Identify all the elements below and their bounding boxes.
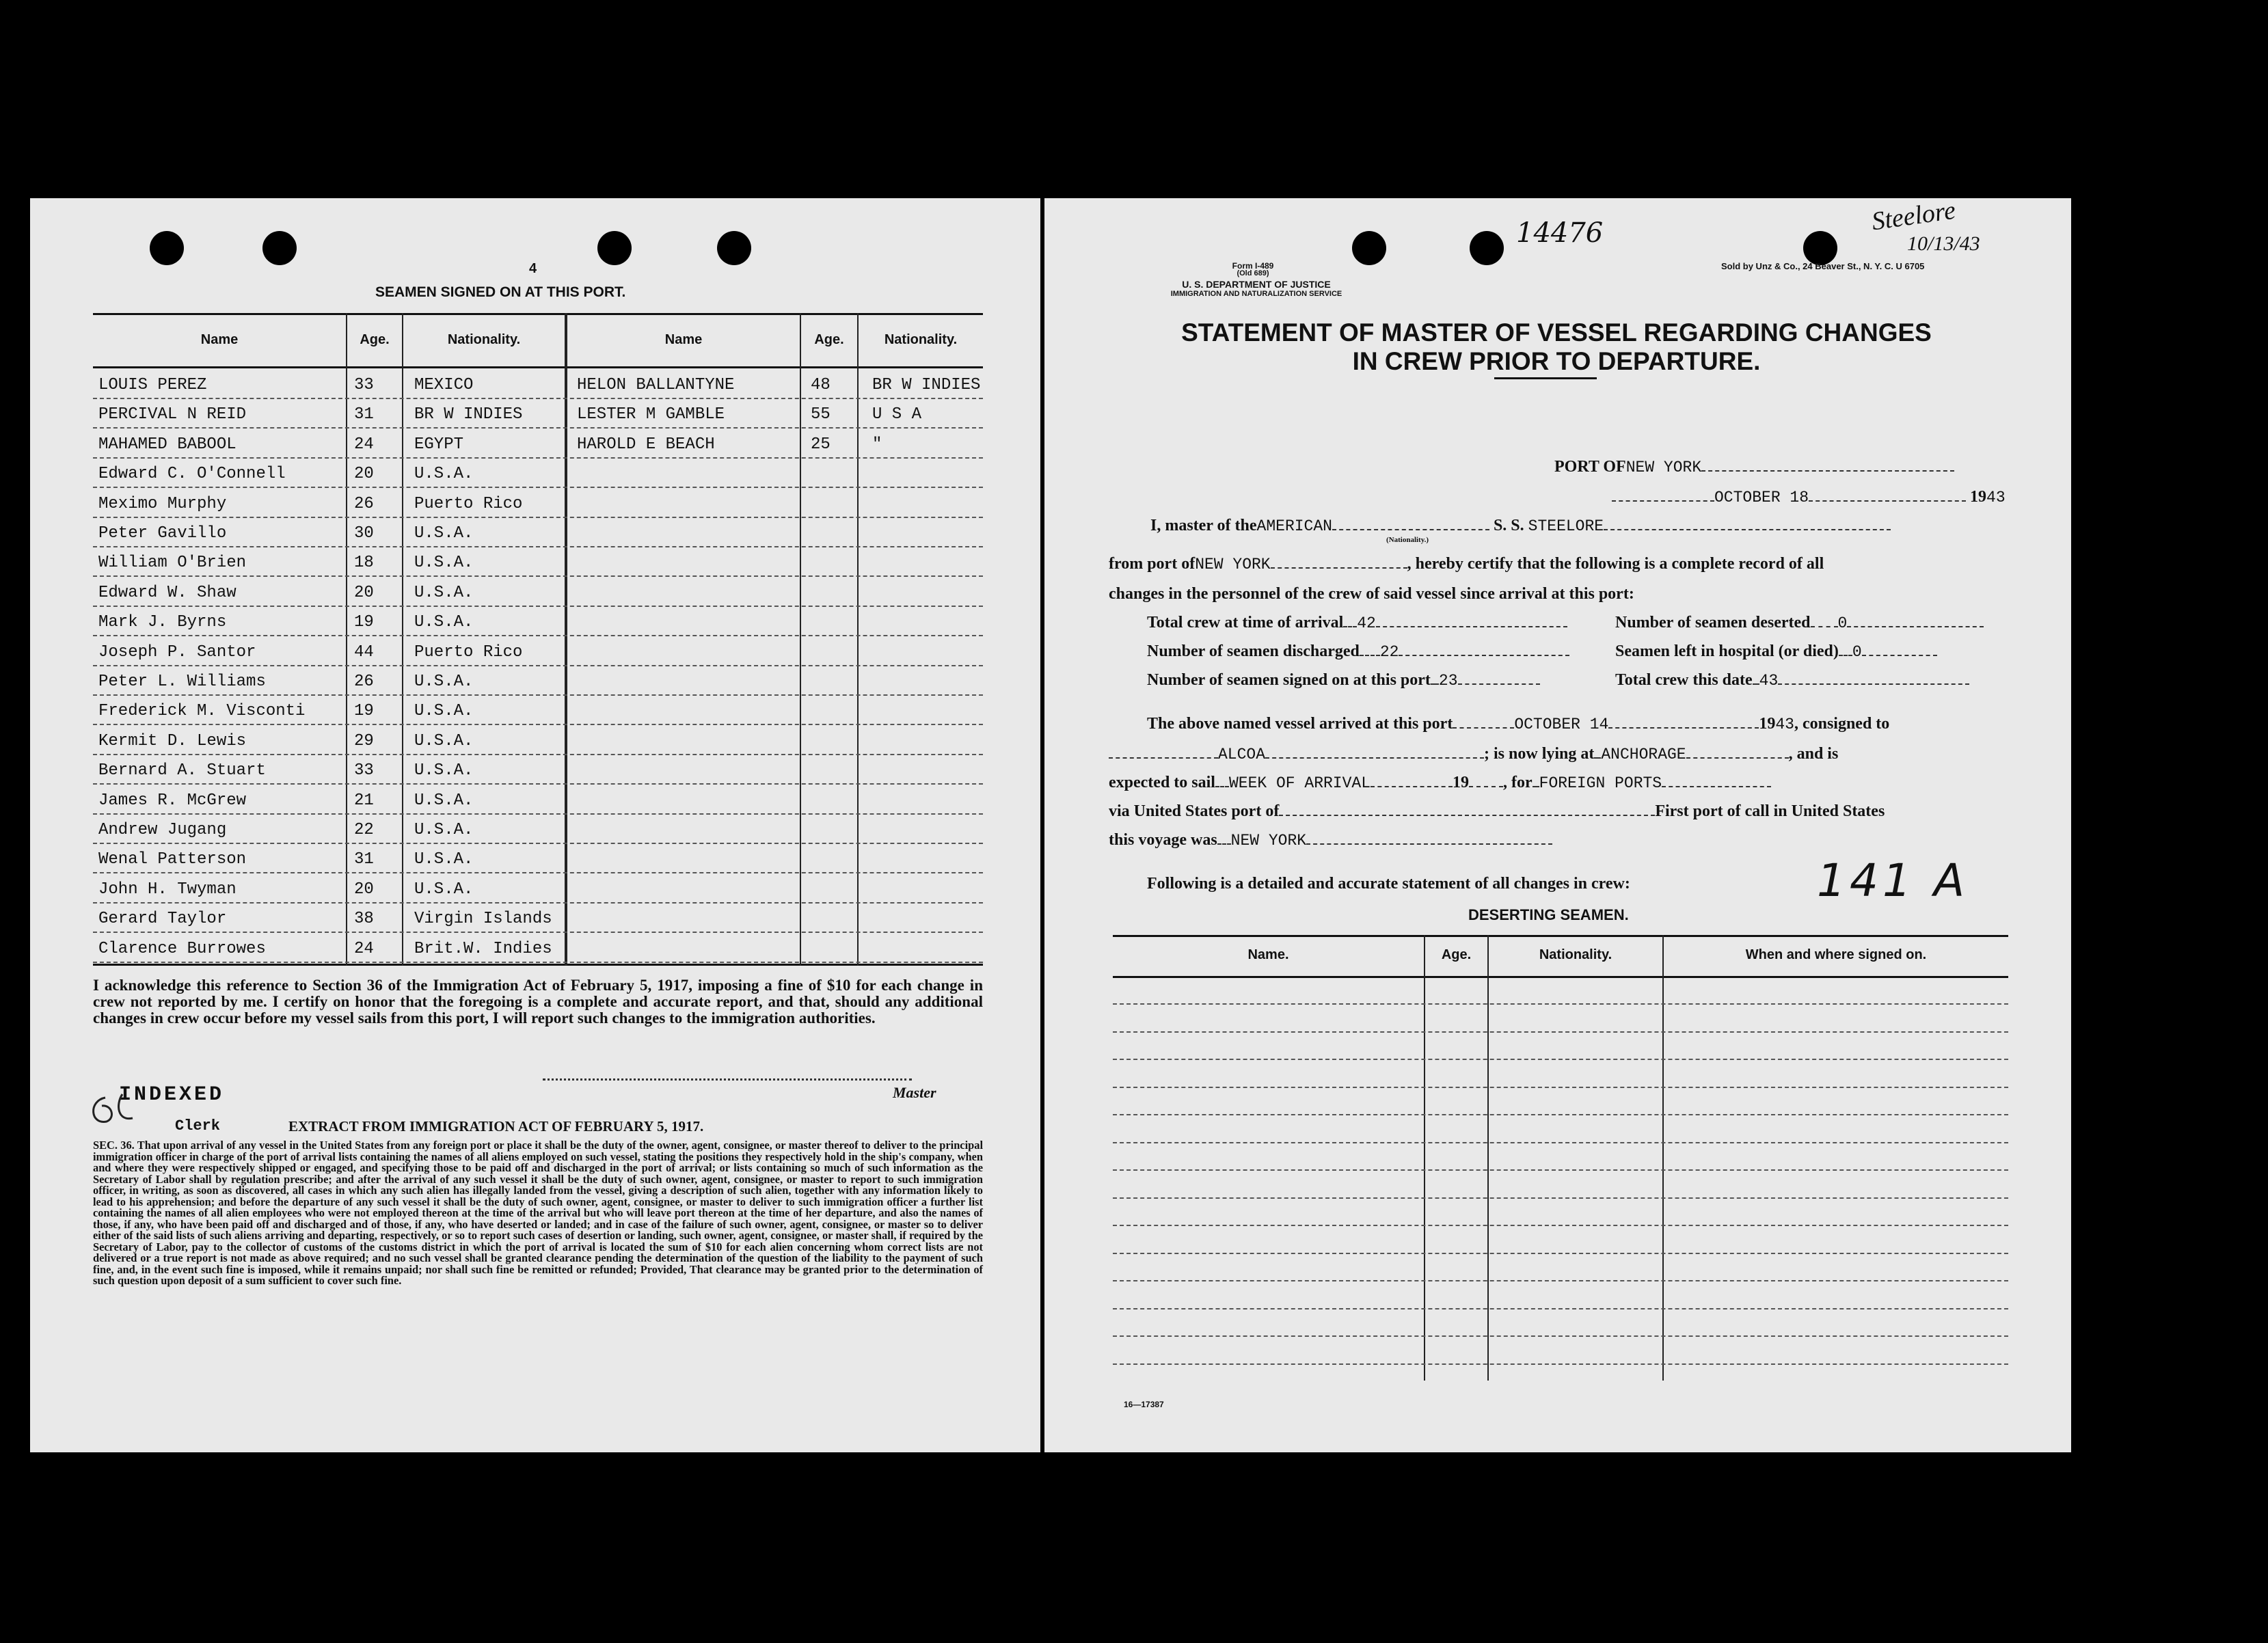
crew-age: 33 <box>354 761 374 780</box>
deserted-line <box>1615 614 1984 632</box>
column-header: Age. <box>360 332 390 347</box>
punch-hole <box>597 231 632 265</box>
table-row <box>93 608 983 636</box>
punch-hole <box>262 231 297 265</box>
for-value: FOREIGN PORTS <box>1539 774 1662 792</box>
table-row <box>93 875 983 904</box>
crew-name: James R. McGrew <box>98 791 247 810</box>
crew-age: 25 <box>811 435 831 454</box>
crew-nationality: U.S.A. <box>414 731 474 750</box>
crew-age: 20 <box>354 583 374 602</box>
crew-age: 26 <box>354 494 374 513</box>
discharged-line <box>1147 642 1569 661</box>
crew-name: HAROLD E BEACH <box>577 435 715 454</box>
table-row <box>93 934 983 963</box>
table-row <box>93 430 983 459</box>
deserted-label: Number of seamen deserted <box>1615 614 1811 632</box>
crew-age: 26 <box>354 673 374 691</box>
arrived-year-prefix: 19 <box>1759 715 1776 733</box>
crew-age: 21 <box>354 791 374 810</box>
crew-nationality: U.S.A. <box>414 821 474 839</box>
clerk-label: Clerk <box>175 1117 221 1135</box>
via-label: via United States port of <box>1109 802 1280 820</box>
nationality-value: AMERICAN <box>1256 517 1332 535</box>
deserting-title: DESERTING SEAMEN. <box>1468 906 1629 923</box>
crew-nationality: U.S.A. <box>414 702 474 721</box>
lying-label: ; is now lying at <box>1484 745 1595 763</box>
crew-name: LESTER M GAMBLE <box>577 405 725 424</box>
form-old-number: (Old 689) <box>1237 269 1269 277</box>
discharged-label: Number of seamen discharged <box>1147 642 1360 660</box>
signed-on-line <box>1147 671 1540 690</box>
table-row <box>93 400 983 429</box>
crew-age: 19 <box>354 613 374 632</box>
crew-nationality: U.S.A. <box>414 554 474 573</box>
arrived-label: The above named vessel arrived at this port <box>1147 715 1453 733</box>
crew-name: Joseph P. Santor <box>98 642 256 662</box>
crew-age: 38 <box>354 910 374 929</box>
crew-name: Wenal Patterson <box>98 850 247 869</box>
crew-nationality: U.S.A. <box>414 613 474 632</box>
column-header: Age. <box>1441 947 1472 962</box>
ship-name-value: STEELORE <box>1528 517 1604 535</box>
seller-info: Sold by Unz & Co., 24 Beaver St., N. Y. C. U 6705 <box>1721 261 1925 271</box>
signed-on-table <box>93 313 983 966</box>
arrived-line <box>1147 715 1889 733</box>
crew-name: Edward C. O'Connell <box>98 465 286 484</box>
crew-nationality: " <box>872 435 882 454</box>
empty-table-row <box>1113 1114 2008 1115</box>
arrived-value: OCTOBER 14 <box>1514 716 1609 733</box>
table-row <box>93 904 983 933</box>
crew-name: Andrew Jugang <box>98 821 227 839</box>
discharged-value: 22 <box>1379 643 1399 661</box>
expected-year-prefix: 19 <box>1453 774 1470 791</box>
nationality-caption: (Nationality.) <box>1386 536 1429 544</box>
empty-table-row <box>1113 1225 2008 1226</box>
crew-name: Peter L. Williams <box>98 673 266 691</box>
crew-nationality: Virgin Islands <box>414 910 552 929</box>
empty-table-row <box>1113 1059 2008 1060</box>
total-arrival-label: Total crew at time of arrival <box>1147 614 1344 632</box>
changes-line: changes in the personnel of the crew of said vessel since arrival at this port: <box>1109 585 1634 603</box>
crew-age: 22 <box>354 821 374 839</box>
year-prefix: 19 <box>1970 488 1987 506</box>
from-port-label: from port of <box>1109 555 1196 573</box>
empty-table-row <box>1113 1031 2008 1033</box>
column-header: Nationality. <box>884 332 958 347</box>
table-row <box>93 548 983 577</box>
first-port-label: First port of call in United States <box>1655 802 1885 820</box>
handwritten-number: 14476 <box>1516 217 1604 249</box>
extract-title: EXTRACT FROM IMMIGRATION ACT OF FEBRUARY 5, 1917. <box>288 1118 704 1135</box>
crew-nationality: U.S.A. <box>414 850 474 869</box>
crew-age: 18 <box>354 554 374 573</box>
certify-text: , hereby certify that the following is a complete record of all <box>1407 555 1824 573</box>
table-row <box>93 489 983 518</box>
following-text: Following is a detailed and accurate statement of all changes in crew: <box>1147 875 1630 893</box>
total-arrival-value: 42 <box>1357 614 1376 632</box>
empty-table-row <box>1113 1335 2008 1337</box>
form-title-line2: IN CREW PRIOR TO DEPARTURE. <box>1352 347 1761 375</box>
empty-table-row <box>1113 1280 2008 1281</box>
crew-nationality: U.S.A. <box>414 880 474 899</box>
hospital-label: Seamen left in hospital (or died) <box>1615 642 1839 660</box>
footer-code: 16—17387 <box>1124 1400 1164 1409</box>
empty-table-row <box>1113 1197 2008 1199</box>
crew-name: Mark J. Byrns <box>98 613 227 632</box>
form-number: Form I-489 <box>1232 261 1274 271</box>
crew-nationality: BR W INDIES <box>872 376 981 394</box>
title-underline <box>1494 377 1597 379</box>
master-line <box>1150 517 1891 535</box>
crew-age: 55 <box>811 405 831 424</box>
consignee-value: ALCOA <box>1218 746 1266 763</box>
expected-line <box>1109 774 1771 792</box>
crew-name: Frederick M. Visconti <box>98 702 306 721</box>
punch-hole <box>1803 231 1837 265</box>
crew-age: 19 <box>354 702 374 721</box>
deserting-seamen-table <box>1113 935 2008 1381</box>
right-page <box>1044 195 2071 1452</box>
empty-table-row <box>1113 1308 2008 1309</box>
for-label: , for <box>1503 774 1533 791</box>
port-value: NEW YORK <box>1625 459 1702 476</box>
column-header: When and where signed on. <box>1745 947 1927 962</box>
crew-age: 24 <box>354 435 374 454</box>
column-header: Name. <box>1247 947 1289 962</box>
master-signature-line <box>543 1078 912 1081</box>
crew-name: Peter Gavillo <box>98 524 227 543</box>
crew-nationality: Puerto Rico <box>414 642 523 662</box>
table-row <box>93 519 983 547</box>
empty-table-row <box>1113 1253 2008 1254</box>
table-row <box>93 786 983 815</box>
initials-handwriting <box>85 1084 146 1132</box>
crew-name: Meximo Murphy <box>98 494 227 513</box>
crew-age: 20 <box>354 880 374 899</box>
empty-table-row <box>1113 1003 2008 1005</box>
crew-name: Kermit D. Lewis <box>98 731 247 750</box>
from-port-line <box>1109 555 1824 573</box>
crew-age: 20 <box>354 465 374 484</box>
handwritten-date: 10/13/43 <box>1907 232 1980 255</box>
table-row <box>93 667 983 696</box>
table-row <box>93 845 983 873</box>
port-line <box>1554 458 1954 476</box>
crew-nationality: U.S.A. <box>414 761 474 780</box>
crew-name: Clarence Burrowes <box>98 939 266 958</box>
punch-hole <box>1470 231 1504 265</box>
from-port-value: NEW YORK <box>1195 556 1271 573</box>
crew-name: Bernard A. Stuart <box>98 761 266 780</box>
column-header: Nationality. <box>447 332 521 347</box>
crew-name: PERCIVAL N REID <box>98 405 247 424</box>
acknowledgement-text: I acknowledge this reference to Section 36 of the Immigration Act of February 5, 1917, imposing a fine of $10 for each change in crew not reported by me. I certify on honor that the foregoing is a complete and accurate report, and that, should any additional changes in crew occur before my vessel sails from this port, I will report such changes to the immigration authorities. <box>93 977 983 1027</box>
expected-value: WEEK OF ARRIVAL <box>1228 774 1371 792</box>
voyage-value: NEW YORK <box>1230 832 1307 850</box>
crew-age: 29 <box>354 731 374 750</box>
crew-age: 33 <box>354 376 374 394</box>
page-number: 4 <box>529 261 537 276</box>
deserted-value: 0 <box>1837 614 1848 632</box>
lying-value: ANCHORAGE <box>1601 746 1686 763</box>
crew-name: Gerard Taylor <box>98 910 227 929</box>
crew-nationality: MEXICO <box>414 376 474 394</box>
crew-age: 31 <box>354 850 374 869</box>
total-date-value: 43 <box>1759 672 1779 690</box>
crew-age: 24 <box>354 939 374 958</box>
date-value: OCTOBER 18 <box>1714 489 1809 506</box>
column-header: Age. <box>814 332 844 347</box>
hospital-value: 0 <box>1852 643 1862 661</box>
crew-nationality: U S A <box>872 405 922 424</box>
column-header: Name <box>664 332 703 347</box>
table-row <box>93 815 983 844</box>
form-title-line1: STATEMENT OF MASTER OF VESSEL REGARDING CHANGES <box>1181 318 1932 347</box>
consignee-line <box>1109 745 1838 763</box>
arrived-year: 43 <box>1775 716 1794 733</box>
empty-table-row <box>1113 1142 2008 1143</box>
crew-nationality: U.S.A. <box>414 673 474 691</box>
crew-name: MAHAMED BABOOL <box>98 435 237 454</box>
table-row <box>93 696 983 725</box>
table-row <box>93 578 983 607</box>
section-title: SEAMEN SIGNED ON AT THIS PORT. <box>375 284 626 300</box>
year-value: 43 <box>1986 489 2006 506</box>
crew-nationality: EGYPT <box>414 435 464 454</box>
crew-name: William O'Brien <box>98 554 247 573</box>
date-line <box>1612 488 2006 506</box>
column-header: Nationality. <box>1539 947 1612 962</box>
total-date-label: Total crew this date <box>1615 671 1753 689</box>
department: U. S. DEPARTMENT OF JUSTICE <box>1182 279 1331 290</box>
crew-nationality: Brit.W. Indies <box>414 939 552 958</box>
table-row <box>93 727 983 755</box>
left-page <box>30 198 1040 1452</box>
signed-on-label: Number of seamen signed on at this port <box>1147 671 1431 689</box>
service: IMMIGRATION AND NATURALIZATION SERVICE <box>1170 290 1342 298</box>
crew-nationality: U.S.A. <box>414 465 474 484</box>
punch-hole <box>1352 231 1386 265</box>
empty-table-row <box>1113 1169 2008 1171</box>
signed-on-value: 23 <box>1438 672 1458 690</box>
crew-name: HELON BALLANTYNE <box>577 376 735 394</box>
ss-label: S. S. <box>1493 517 1524 534</box>
hospital-line <box>1615 642 1937 661</box>
table-row <box>93 756 983 785</box>
punch-hole <box>717 231 751 265</box>
table-row <box>93 370 983 399</box>
table-row <box>93 459 983 488</box>
port-label: PORT OF <box>1554 458 1626 476</box>
indexed-stamp: INDEXED <box>119 1083 225 1106</box>
expected-label: expected to sail <box>1109 774 1215 791</box>
crew-name: John H. Twyman <box>98 880 237 899</box>
punch-hole <box>150 231 184 265</box>
empty-table-row <box>1113 1087 2008 1088</box>
crew-age: 48 <box>811 376 831 394</box>
empty-table-row <box>1113 1363 2008 1365</box>
handwritten-ship: Steelore <box>1869 195 1958 236</box>
crew-nationality: U.S.A. <box>414 583 474 602</box>
consigned-label: , consigned to <box>1794 715 1890 733</box>
total-arrival-line <box>1147 614 1567 632</box>
handwritten-code: 141 A <box>1817 854 1969 907</box>
crew-name: LOUIS PEREZ <box>98 376 207 394</box>
extract-text: SEC. 36. That upon arrival of any vessel in the United States from any foreign port or place it shall be the duty of the owner, agent, consignee, or master thereof to deliver to the principal immigration officer in charge of the port of arrival lists containing the names of all aliens employed on such vessel, stating the positions they respectively hold in the ship's company, when and where they were respectively shipped or engaged, and specifying those to be paid off and discharged in the port of arrival; or lists containing so much of such information as the Secretary of Labor shall by regulation prescribe; and after the arrival of any such vessel it shall be the duty of such owner, agent, consignee, or master to report to such immigration officer, in writing, as soon as discovered, all cases in which any such alien has illegally landed from the vessel, giving a description of such alien, together with any information likely to lead to his apprehension; and before the departure of any such vessel it shall be the duty of such owner, agent, consignee, or master to deliver to such immigration officer a further list containing the names of all alien employees who were not employed thereon at the time of the arrival but who will leave port thereon at the time of her departure, and also the names of those, if any, who have been paid off and discharged and of those, if any, who have deserted or landed; and in case of the failure of such owner, agent, consignee, or master so to deliver either of the said lists of such aliens arriving and departing, respectively, or so to report such cases of desertion or landing, such owner, agent, consignee, or master shall, if required by the Secretary of Labor, pay to the collector of customs of the customs district in which the port of arrival is located the sum of $10 for each alien concerning whom correct lists are not delivered or a true report is not made as above required; and no such vessel shall be granted clearance pending the determination of the question of the liability to the payment of such fine, and, in the event such fine is imposed, while it remains unpaid; nor shall such fine be remitted or refunded; Provided, That clearance may be granted prior to the determination of such question upon deposit of a sum sufficient to cover such fine. <box>93 1139 983 1287</box>
crew-nationality: BR W INDIES <box>414 405 523 424</box>
master-label: Master <box>893 1084 936 1101</box>
crew-nationality: U.S.A. <box>414 524 474 543</box>
via-line <box>1109 802 1885 821</box>
column-header: Name <box>200 332 239 347</box>
total-date-line <box>1615 671 1969 690</box>
crew-age: 44 <box>354 642 374 662</box>
voyage-label: this voyage was <box>1109 831 1217 849</box>
crew-age: 30 <box>354 524 374 543</box>
crew-name: Edward W. Shaw <box>98 583 237 602</box>
and-is-label: , and is <box>1788 745 1839 763</box>
table-row <box>93 638 983 666</box>
crew-nationality: Puerto Rico <box>414 494 523 513</box>
crew-age: 31 <box>354 405 374 424</box>
master-of-label: I, master of the <box>1150 517 1257 534</box>
voyage-line <box>1109 831 1552 850</box>
crew-nationality: U.S.A. <box>414 791 474 810</box>
